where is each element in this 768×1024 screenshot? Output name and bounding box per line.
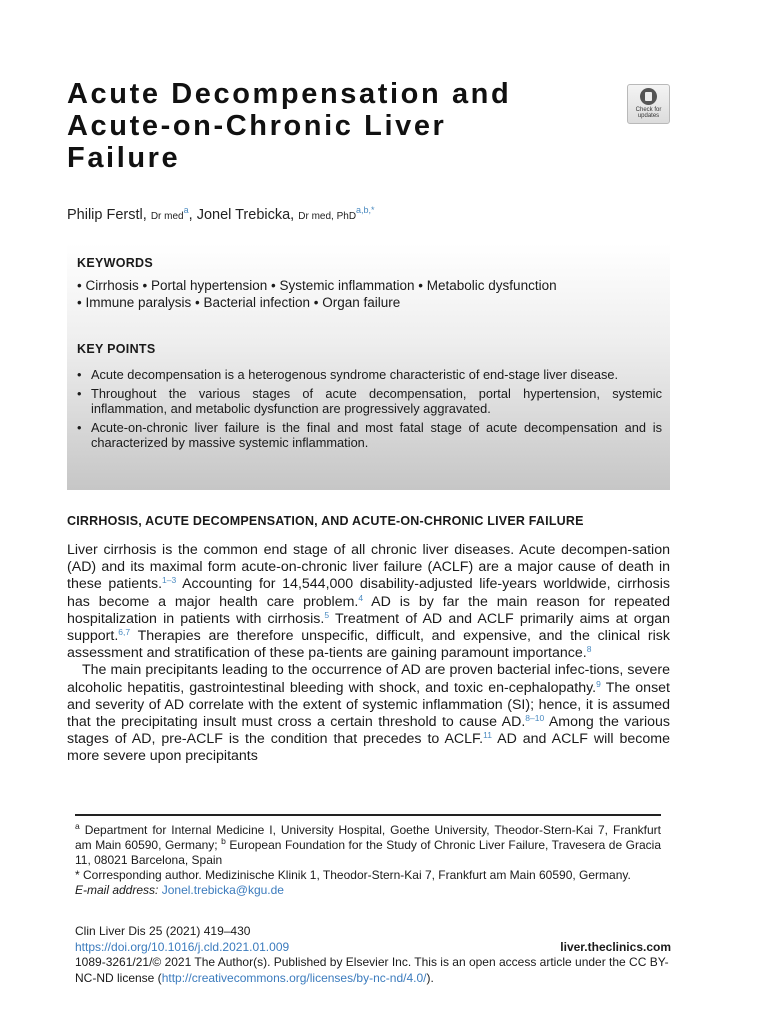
paragraph-text: Accounting for 14,544,000 disability-adjusted life-years worldwide, cirrhosis has become a major health care problem.	[67, 576, 671, 610]
check-updates-icon	[640, 88, 657, 105]
citation-ref[interactable]: 6,7	[118, 627, 131, 638]
affiliation-b-text: European Foundation for the Study of Chronic Liver Failure, Travesera de Gracia 11, 08021 Barcelona, Spain	[75, 838, 661, 867]
author-1-degree: Dr med	[150, 211, 184, 222]
keywords-line-2: • Immune paralysis • Bacterial infection • Organ failure	[77, 295, 401, 310]
affiliation-a-text: Department for Internal Medicine I, University Hospital, Goethe University, Theodor-Stern-Kai 7, Frankfurt am Main 60590, Germany;	[75, 823, 661, 852]
page-footer	[75, 924, 671, 986]
paragraph-text: The main precipitants leading to the occurrence of AD are proven bacterial infec-tions, severe alcoholic hepatitis, gastrointestinal bleeding with shock, and toxic en-cephalopathy.	[67, 662, 670, 696]
license-end: ).	[426, 970, 434, 985]
keywords-keypoints-box	[67, 244, 670, 490]
paragraph-text: Liver cirrhosis is the common end stage of all chronic liver diseases. Acute decompen-sation (AD) and its maximal form acute-on-chronic liver failure (ACLF) are a major cause of death in these patients.	[67, 542, 670, 593]
key-point-item: • Throughout the various stages of acute decompensation, portal hypertension, systemic inflammation, and metabolic dysfunction are progressively aggravated.	[77, 386, 662, 417]
affiliation-footnote	[75, 823, 661, 868]
key-point-item: • Acute decompensation is a heterogenous syndrome characteristic of end-stage liver disease.	[77, 367, 662, 383]
author-separator: ,	[188, 207, 193, 223]
footnotes	[75, 823, 661, 898]
citation-ref[interactable]: 8	[586, 644, 592, 655]
affiliation-mark-a: a	[75, 821, 80, 831]
citation-ref[interactable]: 5	[324, 609, 330, 620]
paragraph-text: Treatment of AD and ACLF primarily aims at organ support.	[67, 610, 670, 645]
license-link[interactable]: http://creativecommons.org/licenses/by-nc-nd/4.0/	[161, 970, 427, 985]
body-text	[67, 542, 670, 766]
author-line	[67, 205, 375, 223]
section-heading: CIRRHOSIS, ACUTE DECOMPENSATION, AND ACUTE-ON-CHRONIC LIVER FAILURE	[67, 514, 584, 528]
author-2-degree: Dr med, PhD	[298, 211, 357, 222]
citation-ref[interactable]: 1–3	[162, 575, 177, 586]
email-line	[75, 883, 661, 898]
doi-row	[75, 940, 671, 956]
article-title	[67, 78, 587, 174]
paragraph-1	[67, 542, 670, 662]
citation-ref[interactable]: 11	[483, 730, 492, 741]
citation-ref[interactable]: 4	[358, 592, 364, 603]
check-for-updates-badge[interactable]	[627, 84, 670, 124]
author-1-affiliation[interactable]: a	[183, 205, 189, 215]
keywords-line-1: • Cirrhosis • Portal hypertension • Systemic inflammation • Metabolic dysfunction	[77, 278, 557, 293]
email-label: E-mail address:	[75, 883, 159, 897]
author-2-affiliation[interactable]: a,b,*	[356, 205, 375, 215]
key-points-heading: KEY POINTS	[77, 342, 156, 356]
badge-label: Check for updates	[635, 107, 662, 119]
paragraph-text: AD is by far the main reason for repeated hospitalization in patients with cirrhosis.	[67, 593, 670, 627]
author-1-name: Philip Ferstl,	[67, 207, 147, 223]
footnote-divider	[75, 814, 661, 816]
doi-link[interactable]: https://doi.org/10.1016/j.cld.2021.01.009	[75, 939, 290, 954]
journal-citation: Clin Liver Dis 25 (2021) 419–430	[75, 924, 251, 938]
paragraph-2	[67, 662, 670, 765]
paragraph-text: The onset and severity of AD correlate with the extent of systemic inflammation (SI); hence, it is assumed that the precipitating insult must cross a certain threshold to cause AD.	[67, 679, 670, 731]
keywords-list	[77, 277, 662, 311]
citation-ref[interactable]: 8–10	[525, 713, 545, 724]
title-line-2: Acute-on-Chronic Liver	[67, 110, 447, 142]
title-line-3: Failure	[67, 142, 181, 174]
corresponding-author: * Corresponding author. Medizinische Klinik 1, Theodor-Stern-Kai 7, Frankfurt am Main 60590, Germany.	[75, 868, 631, 882]
keywords-heading: KEYWORDS	[77, 256, 154, 270]
affiliation-mark-b: b	[221, 836, 226, 846]
journal-site[interactable]: liver.theclinics.com	[560, 939, 671, 954]
license-text: 1089-3261/21/© 2021 The Author(s). Published by Elsevier Inc. This is an open access article under the CC BY-NC-ND license (	[75, 955, 669, 985]
title-line-1: Acute Decompensation and	[67, 78, 512, 110]
license-line	[75, 955, 671, 986]
paragraph-text: AD and ACLF will become more severe upon precipitants	[67, 731, 670, 765]
paragraph-text: Among the various stages of AD, pre-ACLF is the condition that precedes to ACLF.	[67, 714, 671, 748]
key-points-list	[77, 367, 662, 454]
citation-ref[interactable]: 9	[596, 678, 601, 689]
author-2-name: Jonel Trebicka,	[196, 207, 295, 223]
email-link[interactable]: Jonel.trebicka@kgu.de	[161, 883, 284, 897]
paragraph-text: Therapies are therefore unspecific, difficult, and expensive, and the clinical risk assessment and stratification of these pa-tients are gaining paramount importance.	[67, 628, 670, 662]
key-point-item: • Acute-on-chronic liver failure is the final and most fatal stage of acute decompensation and is characterized by massive systemic inflammation.	[77, 420, 662, 451]
